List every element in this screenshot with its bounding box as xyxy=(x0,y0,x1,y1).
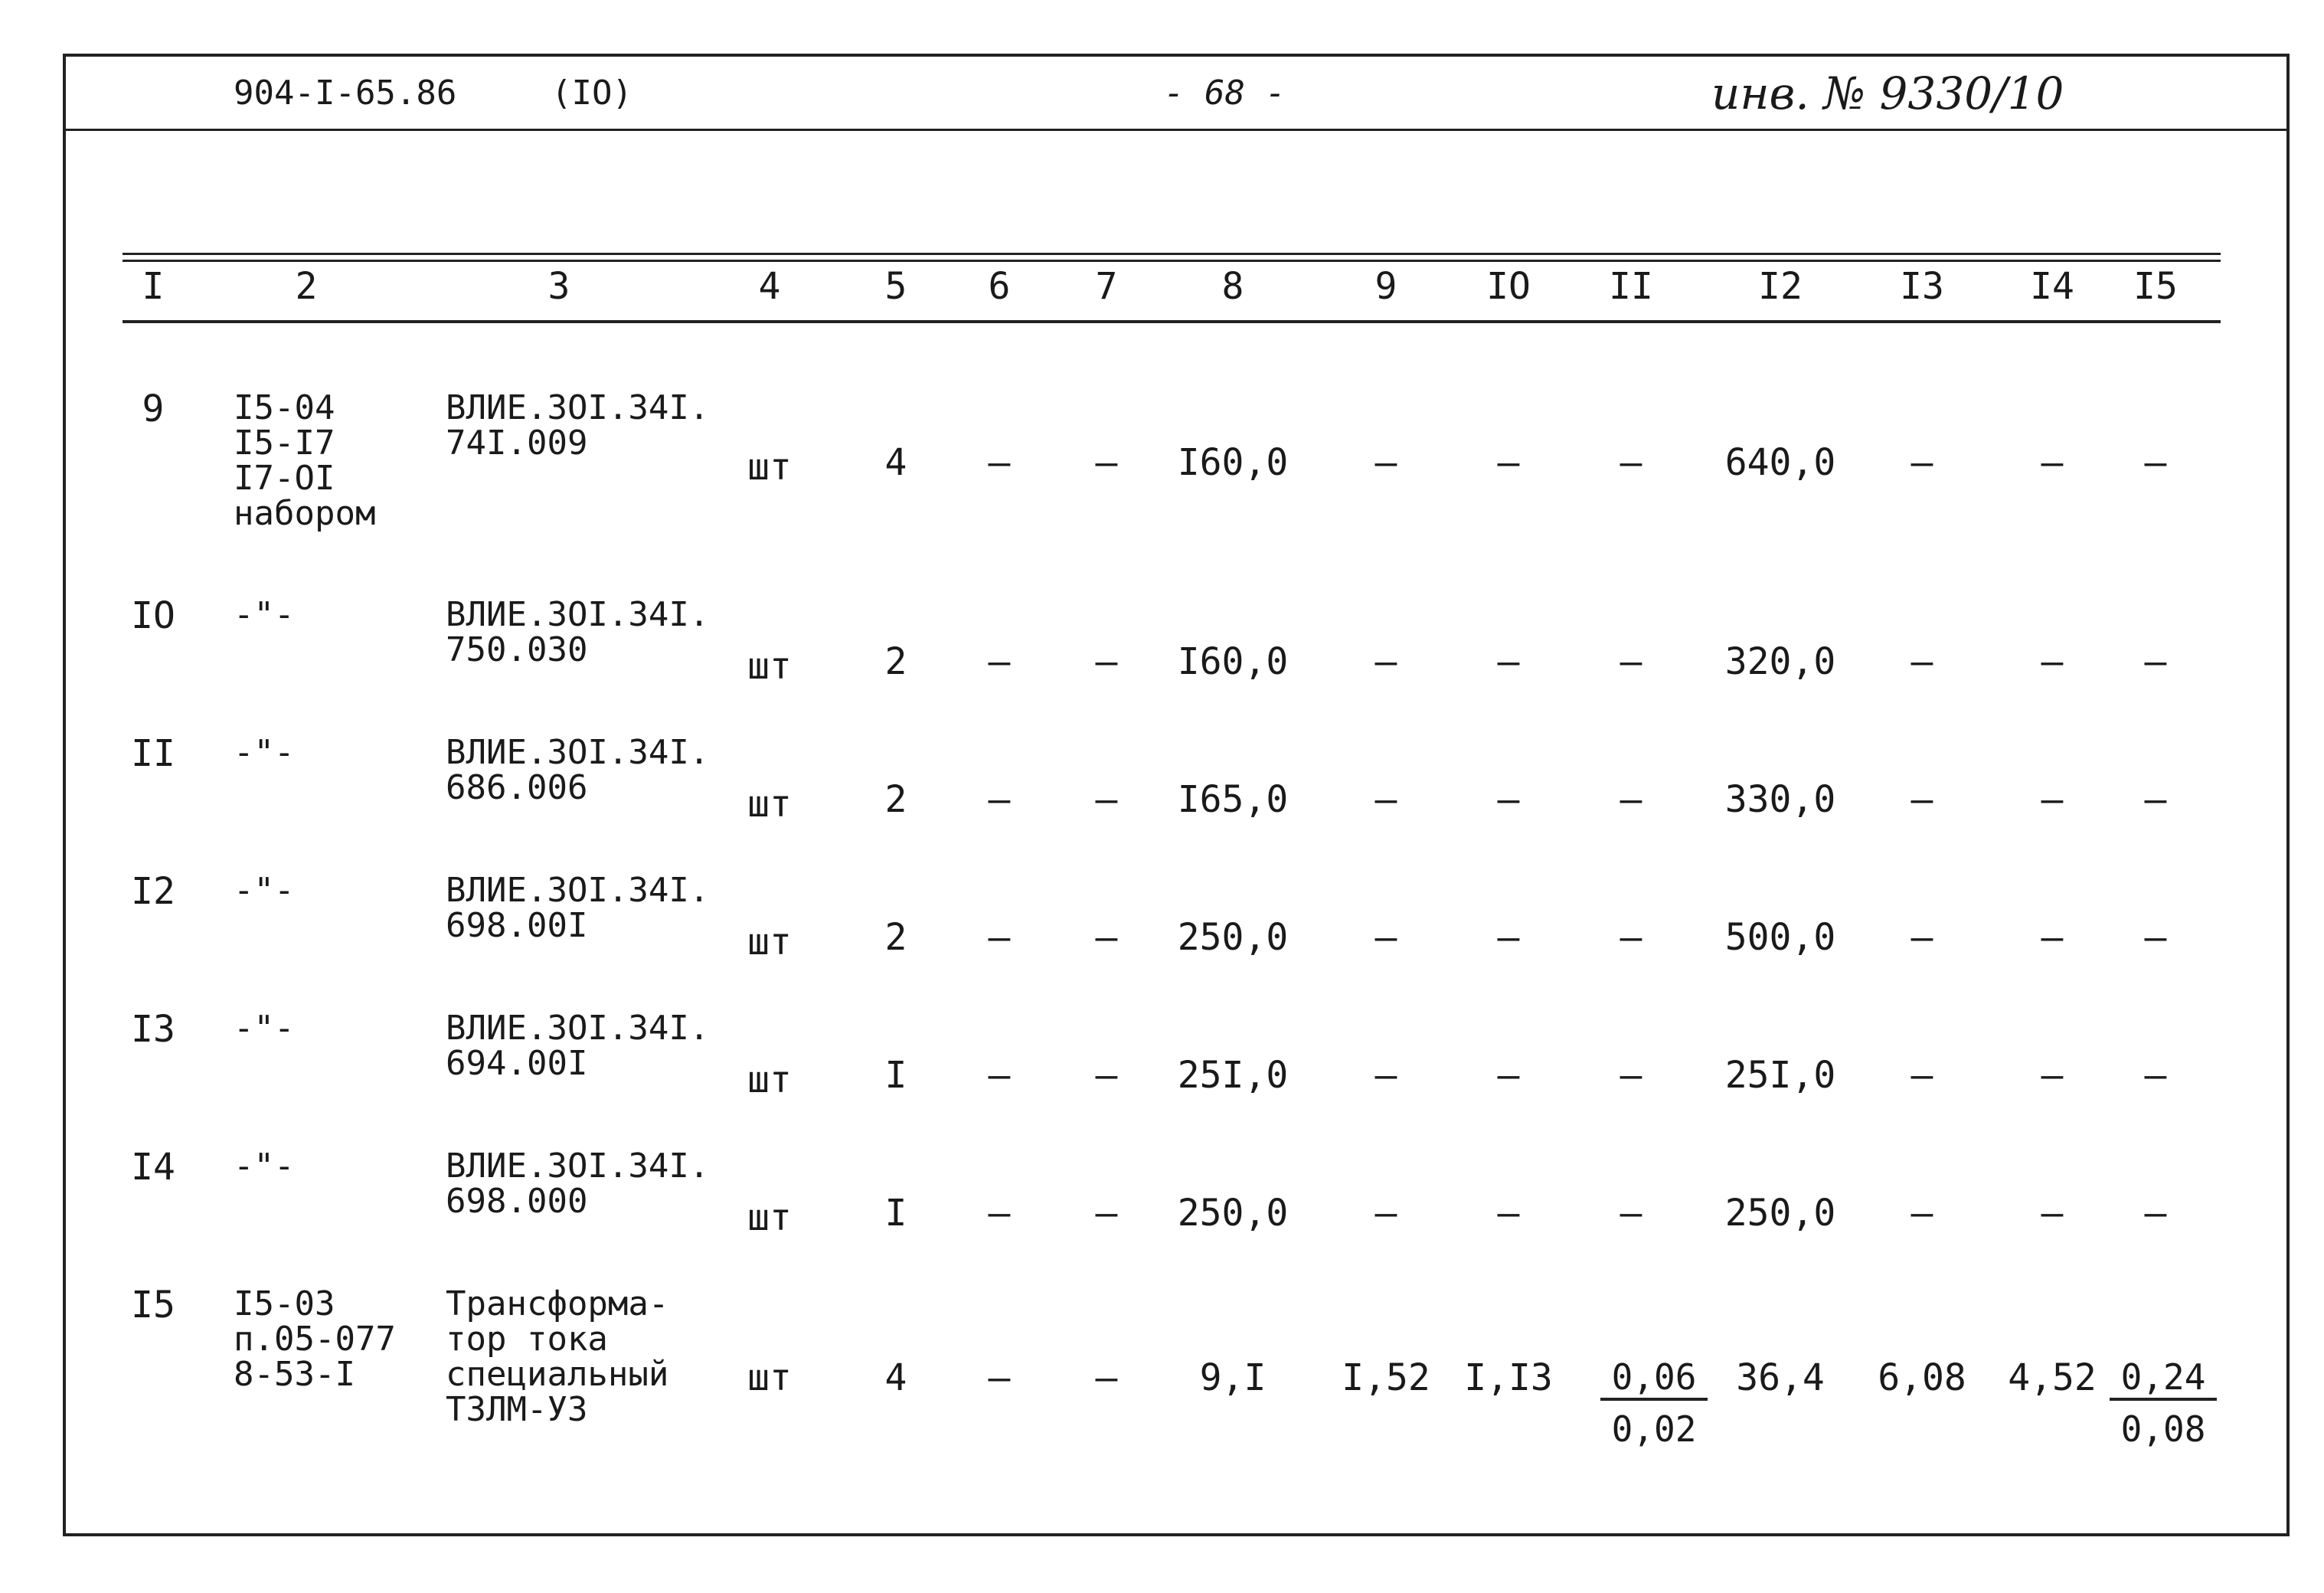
header-divider xyxy=(63,129,2286,131)
row-quantity: 2 xyxy=(884,778,907,821)
row-col-6: – xyxy=(988,1192,1011,1235)
row-number: IO xyxy=(131,594,175,637)
row-unit: шт xyxy=(747,1196,792,1239)
row-unit: шт xyxy=(747,921,792,963)
row-col-10: – xyxy=(1497,1054,1520,1097)
row-col-10: – xyxy=(1497,916,1520,959)
row-quantity: 2 xyxy=(884,916,907,959)
column-number-2: 2 xyxy=(295,265,318,308)
row-col-10: – xyxy=(1497,1192,1520,1235)
row-col-8: 250,0 xyxy=(1177,916,1289,959)
row-col-13: – xyxy=(1911,441,1933,484)
row-quantity: 2 xyxy=(884,640,907,683)
row-designation: ВЛИЕ.3OI.34I. 686.006 xyxy=(446,733,710,807)
row-quantity: I xyxy=(884,1192,907,1235)
column-number-4: 4 xyxy=(758,265,781,308)
row-col-7: – xyxy=(1095,1192,1118,1235)
page-number: - 68 - xyxy=(1164,74,1286,113)
row-col-11: – xyxy=(1620,1054,1642,1097)
row-col-15-fraction xyxy=(2110,1356,2217,1450)
row-col-6: – xyxy=(988,1054,1011,1097)
row-col-15-fraction-denominator: 0,08 xyxy=(2120,1408,2206,1450)
row-designation: ВЛИЕ.3OI.34I. 750.030 xyxy=(446,595,710,669)
row-col-9: – xyxy=(1374,1054,1397,1097)
row-col-6: – xyxy=(988,640,1011,683)
column-number-12: I2 xyxy=(1758,265,1803,308)
column-number-11: II xyxy=(1609,265,1653,308)
row-reference: -"- xyxy=(234,1009,295,1048)
row-col-15: – xyxy=(2144,916,2167,959)
row-col-12: 330,0 xyxy=(1724,778,1836,821)
row-col-8: 250,0 xyxy=(1177,1192,1289,1235)
column-number-9: 9 xyxy=(1374,265,1397,308)
column-number-1: I xyxy=(142,265,165,308)
column-number-14: I4 xyxy=(2030,265,2074,308)
row-col-13: – xyxy=(1911,1054,1933,1097)
row-col-8: 25I,0 xyxy=(1177,1054,1289,1097)
row-designation: Трансформа- тор тока специальный ТЗЛМ-УЗ xyxy=(446,1284,669,1429)
column-number-8: 8 xyxy=(1221,265,1244,308)
row-reference: -"- xyxy=(234,733,295,772)
row-col-9: – xyxy=(1374,778,1397,821)
row-number: I4 xyxy=(131,1146,175,1189)
row-reference: I5-03 п.05-077 8-53-I xyxy=(234,1284,396,1394)
row-col-6: – xyxy=(988,441,1011,484)
row-col-7: – xyxy=(1095,1356,1118,1399)
row-col-13: – xyxy=(1911,640,1933,683)
row-unit: шт xyxy=(747,783,792,826)
row-col-14: – xyxy=(2041,1192,2064,1235)
row-col-15: – xyxy=(2144,1192,2167,1235)
row-quantity: 4 xyxy=(884,441,907,484)
row-col-7: – xyxy=(1095,441,1118,484)
row-col-12: 640,0 xyxy=(1724,441,1836,484)
row-unit: шт xyxy=(747,446,792,489)
row-col-10: I,I3 xyxy=(1464,1356,1553,1399)
row-reference: -"- xyxy=(234,595,295,634)
column-number-7: 7 xyxy=(1095,265,1118,308)
row-col-15: – xyxy=(2144,441,2167,484)
inventory-number: инв. № 9330/10 xyxy=(1711,67,2064,119)
row-col-10: – xyxy=(1497,640,1520,683)
row-col-6: – xyxy=(988,916,1011,959)
row-unit: шт xyxy=(747,1058,792,1101)
row-designation: ВЛИЕ.3OI.34I. 698.00I xyxy=(446,871,710,945)
row-col-12: 250,0 xyxy=(1724,1192,1836,1235)
row-col-11: – xyxy=(1620,916,1642,959)
column-number-13: I3 xyxy=(1900,265,1944,308)
row-col-7: – xyxy=(1095,778,1118,821)
row-col-7: – xyxy=(1095,1054,1118,1097)
row-designation: ВЛИЕ.3OI.34I. 694.00I xyxy=(446,1009,710,1083)
row-col-15: – xyxy=(2144,640,2167,683)
row-quantity: I xyxy=(884,1054,907,1097)
row-col-8: I60,0 xyxy=(1177,640,1289,683)
row-col-10: – xyxy=(1497,441,1520,484)
row-col-11-fraction-numerator: 0,06 xyxy=(1600,1359,1708,1401)
row-col-14: – xyxy=(2041,1054,2064,1097)
row-designation: ВЛИЕ.3OI.34I. 74I.009 xyxy=(446,388,710,463)
row-col-11: – xyxy=(1620,778,1642,821)
row-col-7: – xyxy=(1095,640,1118,683)
row-col-10: – xyxy=(1497,778,1520,821)
column-number-5: 5 xyxy=(884,265,907,308)
row-col-14: 4,52 xyxy=(2008,1356,2097,1399)
column-number-15: I5 xyxy=(2133,265,2178,308)
row-col-13: – xyxy=(1911,1192,1933,1235)
row-col-9: – xyxy=(1374,916,1397,959)
column-number-3: 3 xyxy=(547,265,570,308)
row-col-14: – xyxy=(2041,916,2064,959)
row-col-7: – xyxy=(1095,916,1118,959)
row-col-11-fraction-denominator: 0,02 xyxy=(1611,1408,1697,1450)
row-quantity: 4 xyxy=(884,1356,907,1399)
row-number: 9 xyxy=(142,388,165,430)
row-designation: ВЛИЕ.3OI.34I. 698.000 xyxy=(446,1147,710,1221)
row-number: II xyxy=(131,732,175,775)
row-col-13: 6,08 xyxy=(1878,1356,1966,1399)
section-number: (IO) xyxy=(551,74,632,113)
row-col-11-fraction xyxy=(1600,1356,1708,1450)
row-col-8: I65,0 xyxy=(1177,778,1289,821)
row-reference: -"- xyxy=(234,871,295,910)
row-reference: -"- xyxy=(234,1147,295,1186)
row-unit: шт xyxy=(747,1356,792,1399)
row-col-12: 25I,0 xyxy=(1724,1054,1836,1097)
row-col-11: – xyxy=(1620,441,1642,484)
row-col-14: – xyxy=(2041,778,2064,821)
row-col-9: – xyxy=(1374,1192,1397,1235)
row-col-12: 500,0 xyxy=(1724,916,1836,959)
row-col-11: – xyxy=(1620,640,1642,683)
row-number: I2 xyxy=(131,870,175,913)
row-unit: шт xyxy=(747,645,792,688)
row-col-6: – xyxy=(988,778,1011,821)
row-col-15: – xyxy=(2144,778,2167,821)
row-col-9: – xyxy=(1374,441,1397,484)
doc-code: 904-I-65.86 xyxy=(234,74,457,113)
row-col-12: 36,4 xyxy=(1736,1356,1825,1399)
row-col-14: – xyxy=(2041,640,2064,683)
table-top-rule xyxy=(123,253,2221,262)
row-col-9: – xyxy=(1374,640,1397,683)
row-number: I5 xyxy=(131,1284,175,1326)
row-col-13: – xyxy=(1911,916,1933,959)
row-col-8: I60,0 xyxy=(1177,441,1289,484)
row-col-12: 320,0 xyxy=(1724,640,1836,683)
column-number-10: IO xyxy=(1486,265,1531,308)
row-col-9: I,52 xyxy=(1342,1356,1430,1399)
row-reference: I5-04 I5-I7 I7-OI набором xyxy=(234,388,376,533)
row-col-11: – xyxy=(1620,1192,1642,1235)
row-col-13: – xyxy=(1911,778,1933,821)
row-col-15-fraction-numerator: 0,24 xyxy=(2110,1359,2217,1401)
table-header-rule xyxy=(123,320,2221,323)
row-col-15: – xyxy=(2144,1054,2167,1097)
row-col-8: 9,I xyxy=(1199,1356,1267,1399)
row-col-14: – xyxy=(2041,441,2064,484)
row-col-6: – xyxy=(988,1356,1011,1399)
row-number: I3 xyxy=(131,1008,175,1051)
column-number-6: 6 xyxy=(988,265,1011,308)
